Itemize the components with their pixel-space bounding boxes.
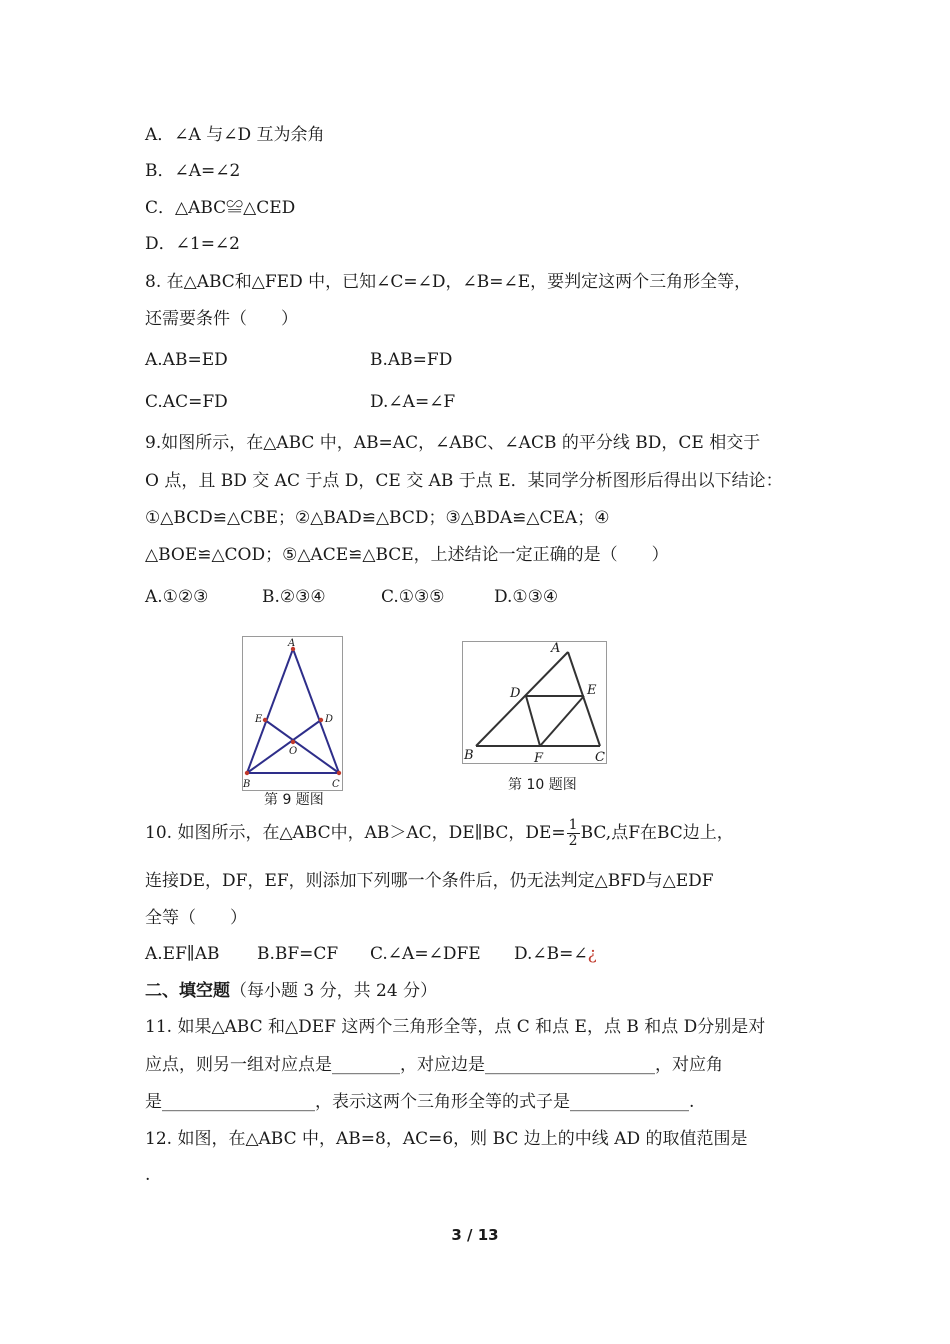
q11-line1: 11. 如果△ABC 和△DEF 这两个三角形全等，点 C 和点 E，点 B 和点 D分别是对	[145, 1017, 766, 1037]
q10-line2: 连接DE，DF，EF，则添加下列哪一个条件后，仍无法判定△BFD与△EDF	[145, 871, 714, 891]
q12-line2: .	[145, 1165, 151, 1185]
q10-option-c-text: C.∠A=∠DFE	[370, 944, 481, 964]
q8-option-c: C.AC=FD	[145, 392, 228, 412]
fig10-label-a: A	[551, 641, 561, 656]
figure-10-diagram	[462, 641, 608, 765]
figure-10-caption: 第 10 题图	[508, 777, 577, 793]
fig10-label-d: D	[510, 686, 521, 701]
q10-fraction-numerator: 1	[568, 817, 578, 833]
q9-option-b: B.②③④	[262, 587, 326, 607]
fig9-label-b: B	[243, 779, 251, 790]
section-2-heading	[145, 980, 437, 1002]
q9-line2: O 点，且 BD 交 AC 于点 D，CE 交 AB 于点 E．某同学分析图形后得出以下结论：	[145, 471, 783, 491]
fig9-label-a: A	[288, 638, 296, 649]
q9-line1: 9.如图所示，在△ABC 中，AB=AC，∠ABC、∠ACB 的平分线 BD，CE 相交于	[145, 433, 761, 453]
fig10-label-f: F	[534, 751, 544, 765]
fig9-label-e: E	[255, 714, 263, 725]
q10-line1	[145, 818, 734, 849]
fig10-label-c: C	[595, 750, 605, 765]
q9-option-c: C.①③⑤	[381, 587, 445, 607]
fig9-label-o: O	[289, 746, 298, 757]
q8-option-d: D.∠A=∠F	[370, 392, 456, 412]
q9-option-d: D.①③④	[494, 587, 559, 607]
q7-option-c: C．△ABC≌△CED	[145, 198, 296, 218]
q8-stem-line2: 还需要条件（ ）	[145, 309, 298, 329]
q10-option-d	[514, 943, 597, 965]
section-2-note: （每小题 3 分，共 24 分）	[230, 981, 438, 1001]
fig10-label-e: E	[587, 683, 597, 698]
q10-line1-pre: 10. 如图所示，在△ABC中，AB＞AC，DE∥BC，DE=	[145, 823, 566, 843]
q10-fraction	[567, 818, 580, 849]
q10-option-b: B.BF=CF	[257, 944, 339, 964]
q11-line2: 应点，则另一组对应点是________，对应边是____________________，对应角	[145, 1055, 723, 1075]
q10-option-a: A.EF∥AB	[145, 944, 220, 964]
fig9-label-d: D	[325, 714, 334, 725]
section-2-title: 二、填空题	[145, 981, 230, 1001]
fig9-label-c: C	[332, 779, 340, 790]
q8-option-b: B.AB=FD	[370, 350, 453, 370]
q10-option-d-text: D.∠B=∠	[514, 944, 588, 964]
page-number: 3 / 13	[451, 1226, 499, 1244]
q10-fraction-denominator: 2	[568, 833, 578, 849]
fig10-label-b: B	[464, 748, 474, 763]
q10-line1-post: BC,点F在BC边上，	[580, 823, 734, 843]
q9-line4: △BOE≌△COD；⑤△ACE≌△BCE，上述结论一定正确的是（ ）	[145, 545, 669, 565]
q10-option-c	[370, 943, 481, 965]
q10-option-d-glyph: ¿	[587, 944, 597, 964]
q7-option-b: B．∠A=∠2	[145, 161, 241, 181]
q9-option-a: A.①②③	[145, 587, 209, 607]
q12-line1: 12. 如图，在△ABC 中，AB=8，AC=6，则 BC 边上的中线 AD 的取值范围是	[145, 1129, 748, 1149]
figure-9-diagram	[242, 636, 344, 792]
q7-option-a: A．∠A 与∠D 互为余角	[145, 125, 325, 145]
q11-line3: 是__________________，表示这两个三角形全等的式子是______________.	[145, 1092, 695, 1112]
q9-line3: ①△BCD≌△CBE；②△BAD≌△BCD；③△BDA≌△CEA；④	[145, 508, 610, 528]
q8-option-a: A.AB=ED	[145, 350, 228, 370]
q7-option-d: D．∠1=∠2	[145, 234, 240, 254]
q10-line3: 全等（ ）	[145, 908, 247, 928]
figure-9-caption: 第 9 题图	[264, 792, 324, 808]
q8-stem-line1: 8. 在△ABC和△FED 中，已知∠C=∠D，∠B=∠E，要判定这两个三角形全等，	[145, 272, 752, 292]
